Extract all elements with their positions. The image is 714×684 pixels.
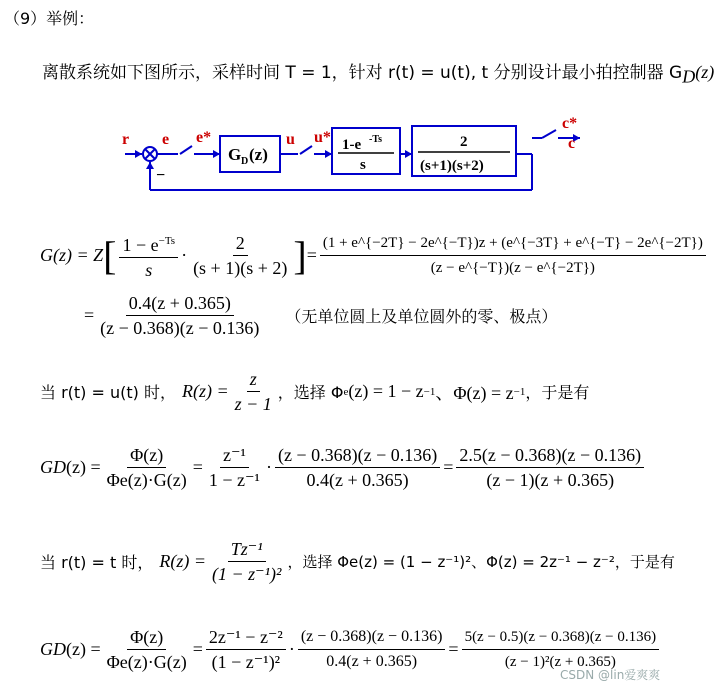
zoh-den: s xyxy=(360,157,366,173)
label-estar: e* xyxy=(196,129,212,146)
watermark: CSDN @lin爱爽爽 xyxy=(560,668,661,682)
label-c: c xyxy=(568,135,576,152)
equation-g: G(z) = Z [ $\frac{1 - e^{-Ts}}{s}$ · $\frac{2}{(s + 1)(s + 2)}$ ] = $\frac{(1 + e\^{}\{-2T\} - 2e\^{}\{-T\})z + (e\^{}\{-3T\} + e\^{}\{-T\} - 2e\^{}\{-2T\})}{(z - e\^{}\{-T\})(z - e\^{}\{-2T\})}$ xyxy=(40,230,709,281)
zoh-exp: -Ts xyxy=(369,134,382,145)
sampler-switch-1 xyxy=(180,146,192,154)
case2-line: 当 r(t) = t 时， R(z) = $\frac{\text{Tz⁻¹}}{\text{(1 − z⁻¹)²}}$ ，选择 Φe(z) = (1 − z⁻¹)²、Φ(z) = 2z⁻¹ − z⁻²，于是有 xyxy=(40,539,675,584)
block-diagram xyxy=(110,115,590,198)
equation-g-numeric: = $\frac{0.4(z + 0.365)}{(z - 0.368)(z - 0.136)}$ （无单位圆上及单位圆外的零、极点） xyxy=(84,293,558,338)
plant-num: 2 xyxy=(460,134,468,150)
label-minus: − xyxy=(156,167,166,184)
sampler-switch-2 xyxy=(300,146,312,154)
sampler-switch-3 xyxy=(542,130,556,138)
zoh-num: 1-e xyxy=(342,137,362,153)
label-ustar: u* xyxy=(314,129,331,146)
label-r: r xyxy=(122,131,130,148)
gd-tail: (z) xyxy=(249,145,268,164)
section-heading: （9）举例： xyxy=(4,9,95,28)
gd-label: G xyxy=(228,145,242,164)
eq1-rhs-den: (z − e^{−T})(z − e^{−2T}) xyxy=(430,260,595,276)
intro-end: (z) xyxy=(695,62,714,82)
gd1-equation: G D (z) = $\frac{\Phi(z)}{\Phi e(z)\cdot G(z)}$ = $\frac{\text{z⁻¹}}{\text{1 − z⁻¹}}$ · $\frac{(z - 0.368)(z - 0.136)}{0.4(z + 0.365)}$ = $\frac{2.5(z - 0.368)(z - 0.136)}{(z - 1)(z + 0.365)}$ xyxy=(40,444,647,491)
eq1-rhs-num: (1 + e^{−2T} − 2e^{−T})z + (e^{−3T} + e^{−T} − 2e^{−2T}) xyxy=(320,232,706,256)
intro-main: 离散系统如下图所示，采样时间 T = 1，针对 r(t) = u(t), t 分别设计最小拍控制器 G xyxy=(42,63,683,83)
intro-text xyxy=(42,58,714,87)
eq2-note: （无单位圆上及单位圆外的零、极点） xyxy=(285,307,558,326)
gd-sub: D xyxy=(241,156,249,167)
case1-line: 当 r(t) = u(t) 时， R(z) = $\frac{z}{z - 1}$ ，选择 Φ e (z) = 1 − z −1 、Φ(z) = z −1 ，于是有 xyxy=(40,369,590,414)
label-u: u xyxy=(286,131,295,148)
intro-sub: D xyxy=(682,66,696,87)
label-e: e xyxy=(162,131,170,148)
eq1-lhs: G(z) = Z xyxy=(40,245,104,265)
plant-den: (s+1)(s+2) xyxy=(420,158,484,174)
label-cstar: c* xyxy=(562,115,578,132)
gd2-equation: G D (z) = $\frac{\Phi(z)}{\Phi e(z)\cdot G(z)}$ = $\frac{\text{2z⁻¹ − z⁻²}}{\text{(1 − z⁻¹)²}}$ · $\frac{(z - 0.368)(z - 0.136)}{0.4(z + 0.365)}$ = $\frac{5(z - 0.5)(z - 0.368)(z - 0.136)}{\text{(z − 1)²(z + 0.365)}}$ xyxy=(40,626,662,673)
